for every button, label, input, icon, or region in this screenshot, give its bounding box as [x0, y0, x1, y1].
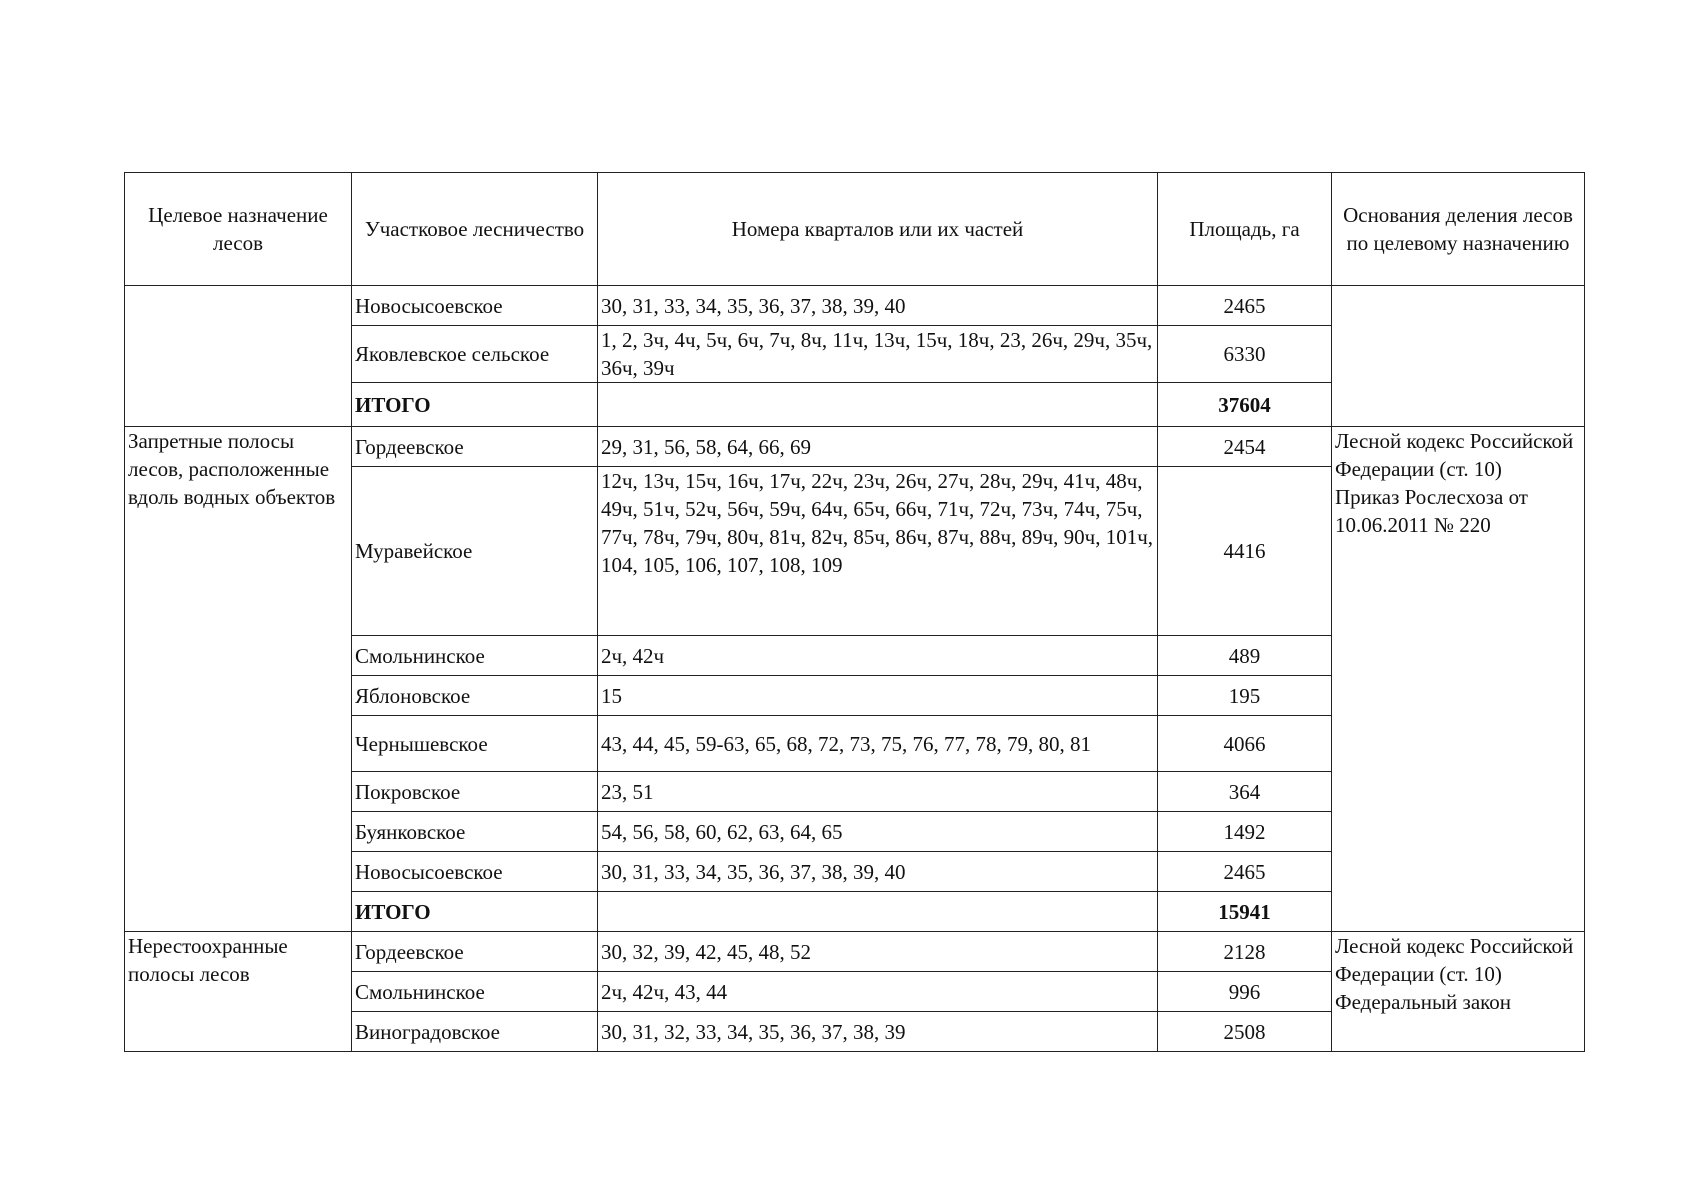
forestry-cell: Гордеевское [352, 932, 598, 972]
forest-purpose-table [124, 172, 1585, 1052]
quarters-cell: 30, 31, 33, 34, 35, 36, 37, 38, 39, 40 [598, 286, 1158, 326]
total-area: 37604 [1158, 383, 1332, 427]
area-cell: 1492 [1158, 812, 1332, 852]
area-cell: 2465 [1158, 852, 1332, 892]
header-forestry: Участковое лесничество [352, 173, 598, 286]
basis-line: Приказ Рослесхоза от 10.06.2011 № 220 [1335, 485, 1528, 537]
area-cell: 2508 [1158, 1012, 1332, 1052]
area-cell: 489 [1158, 636, 1332, 676]
basis-cell-empty [1332, 286, 1585, 427]
basis-line: Федеральный закон [1335, 990, 1512, 1014]
forestry-cell: Новосысоевское [352, 286, 598, 326]
quarters-cell: 15 [598, 676, 1158, 716]
forestry-cell: Чернышевское [352, 716, 598, 772]
quarters-cell: 12ч, 13ч, 15ч, 16ч, 17ч, 22ч, 23ч, 26ч, 27ч, 28ч, 29ч, 41ч, 48ч, 49ч, 51ч, 52ч, 56ч, 59ч, 64ч, 65ч, 66ч, 71ч, 72ч, 73ч, 74ч, 75ч, 77ч, 78ч, 79ч, 80ч, 81ч, 82ч, 85ч, 86ч, 87ч, 88ч, 89ч, 90ч, 101ч, 104, 105, 106, 107, 108, 109 [598, 467, 1158, 636]
total-label: ИТОГО [352, 892, 598, 932]
area-cell: 4066 [1158, 716, 1332, 772]
forestry-cell: Муравейское [352, 467, 598, 636]
forestry-cell: Виноградовское [352, 1012, 598, 1052]
basis-cell [1332, 427, 1585, 932]
area-cell: 2128 [1158, 932, 1332, 972]
forestry-cell: Покровское [352, 772, 598, 812]
header-purpose: Целевое назначение лесов [125, 173, 352, 286]
quarters-cell: 30, 32, 39, 42, 45, 48, 52 [598, 932, 1158, 972]
total-area: 15941 [1158, 892, 1332, 932]
header-quarters: Номера кварталов или их частей [598, 173, 1158, 286]
area-cell: 2465 [1158, 286, 1332, 326]
quarters-cell: 2ч, 42ч, 43, 44 [598, 972, 1158, 1012]
quarters-cell: 54, 56, 58, 60, 62, 63, 64, 65 [598, 812, 1158, 852]
area-cell: 2454 [1158, 427, 1332, 467]
basis-line: Лесной кодекс Российской Федерации (ст. 10) [1335, 934, 1574, 986]
quarters-cell: 1, 2, 3ч, 4ч, 5ч, 6ч, 7ч, 8ч, 11ч, 13ч, 15ч, 18ч, 23, 26ч, 29ч, 35ч, 36ч, 39ч [598, 326, 1158, 383]
total-label: ИТОГО [352, 383, 598, 427]
total-quarters-empty [598, 892, 1158, 932]
forestry-cell: Смольнинское [352, 636, 598, 676]
table-row [125, 932, 1585, 972]
area-cell: 4416 [1158, 467, 1332, 636]
quarters-cell: 23, 51 [598, 772, 1158, 812]
purpose-cell: Запретные полосы лесов, расположенные вдоль водных объектов [125, 427, 352, 932]
forestry-cell: Смольнинское [352, 972, 598, 1012]
header-row [125, 173, 1585, 286]
table-row [125, 427, 1585, 467]
header-area: Площадь, га [1158, 173, 1332, 286]
forestry-cell: Новосысоевское [352, 852, 598, 892]
area-cell: 6330 [1158, 326, 1332, 383]
quarters-cell: 2ч, 42ч [598, 636, 1158, 676]
basis-line: Лесной кодекс Российской Федерации (ст. 10) [1335, 429, 1574, 481]
purpose-cell: Нерестоохранные полосы лесов [125, 932, 352, 1052]
area-cell: 364 [1158, 772, 1332, 812]
header-basis: Основания деления лесов по целевому назначению [1332, 173, 1585, 286]
quarters-cell: 29, 31, 56, 58, 64, 66, 69 [598, 427, 1158, 467]
forestry-cell: Яблоновское [352, 676, 598, 716]
area-cell: 996 [1158, 972, 1332, 1012]
total-quarters-empty [598, 383, 1158, 427]
table-row [125, 286, 1585, 326]
quarters-cell: 30, 31, 32, 33, 34, 35, 36, 37, 38, 39 [598, 1012, 1158, 1052]
forestry-cell: Буянковское [352, 812, 598, 852]
purpose-cell-empty [125, 286, 352, 427]
forestry-cell: Гордеевское [352, 427, 598, 467]
basis-cell [1332, 932, 1585, 1052]
area-cell: 195 [1158, 676, 1332, 716]
forestry-cell: Яковлевское сельское [352, 326, 598, 383]
quarters-cell: 43, 44, 45, 59-63, 65, 68, 72, 73, 75, 76, 77, 78, 79, 80, 81 [598, 716, 1158, 772]
quarters-cell: 30, 31, 33, 34, 35, 36, 37, 38, 39, 40 [598, 852, 1158, 892]
